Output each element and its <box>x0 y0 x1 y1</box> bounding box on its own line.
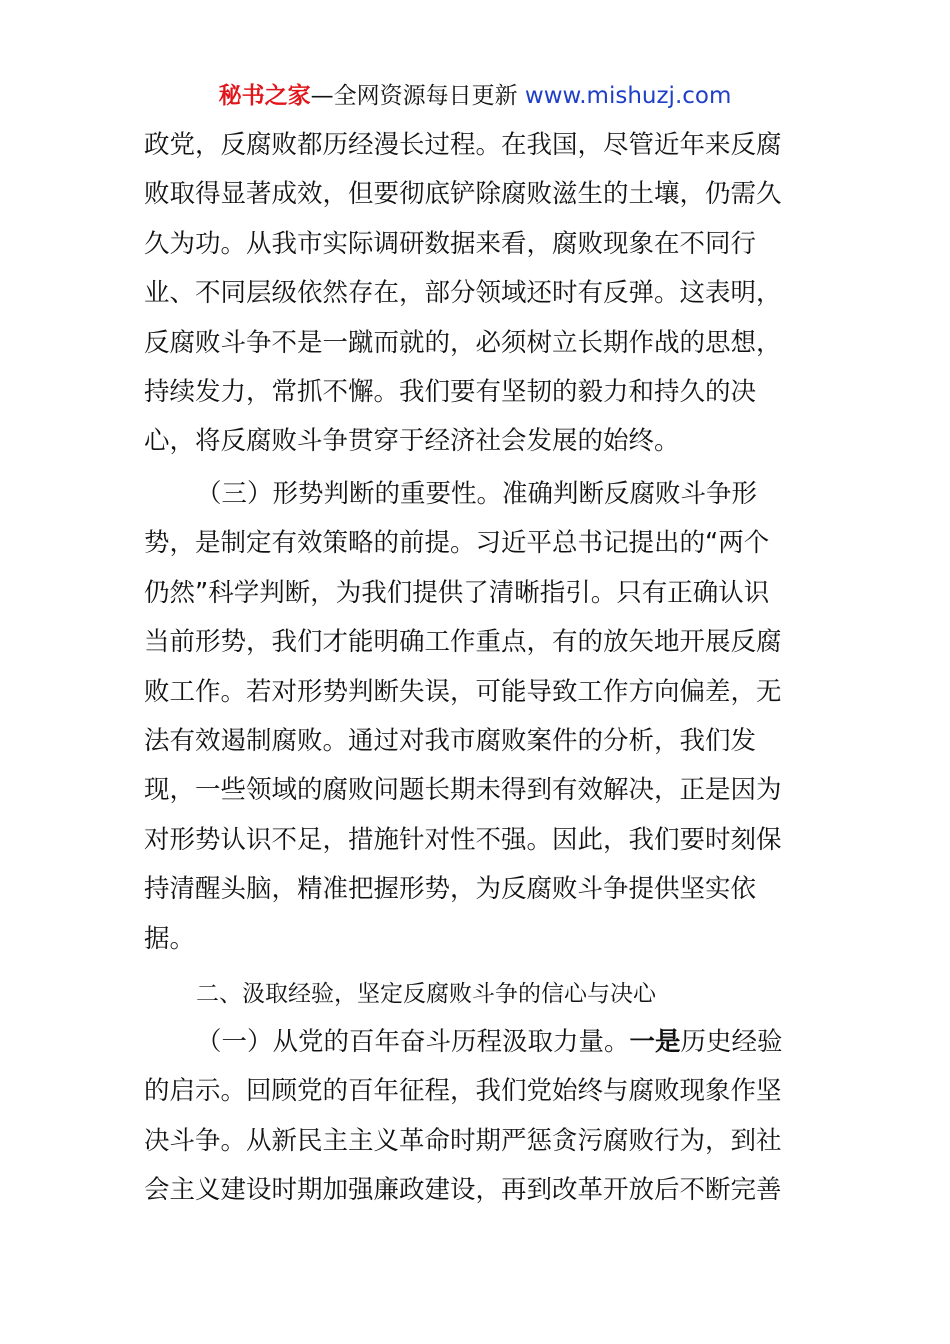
text-line: 会主义建设时期加强廉政建设，再到改革开放后不断完善 <box>144 1175 782 1206</box>
text-line: 势，是制定有效策略的前提。习近平总书记提出的“两个 <box>144 528 770 559</box>
subsection-title: （一）从党的百年奋斗历程汲取力量。 <box>196 1027 630 1057</box>
text-line: 心，将反腐败斗争贯穿于经济社会发展的始终。 <box>144 426 680 457</box>
paragraph-party-history <box>144 1018 808 1216</box>
text-line: 久为功。从我市实际调研数据来看，腐败现象在不同行 <box>144 228 757 259</box>
text-line: 持续发力，常抓不懈。我们要有坚韧的毅力和持久的决 <box>144 376 757 407</box>
text-line: 败取得显著成效，但要彻底铲除腐败滋生的土壤，仍需久 <box>144 179 782 210</box>
text-line: 业、不同层级依然存在，部分领域还时有反弹。这表明， <box>144 278 782 309</box>
paragraph-continuation <box>144 121 808 467</box>
text-line: 持清醒头脑，精准把握形势，为反腐败斗争提供坚实依 <box>144 874 757 905</box>
text-line: （三）形势判断的重要性。准确判断反腐败斗争形 <box>196 479 758 509</box>
text-line: 当前形势，我们才能明确工作重点，有的放矢地开展反腐 <box>144 627 782 658</box>
document-header <box>0 80 950 112</box>
text-line: 决斗争。从新民主主义革命时期严惩贪污腐败行为，到社 <box>144 1125 782 1156</box>
text-line <box>144 1018 808 1067</box>
text-line: 反腐败斗争不是一蹴而就的，必须树立长期作战的思想， <box>144 327 782 358</box>
text-line: 的启示。回顾党的百年征程，我们党始终与腐败现象作坚 <box>144 1076 782 1107</box>
emphasis-marker: 一是 <box>629 1027 681 1057</box>
paragraph-situation-judgement <box>144 470 808 964</box>
text-run: 历史经验 <box>680 1027 783 1057</box>
website-link[interactable]: www.mishuzj.com <box>524 83 732 109</box>
text-line: 法有效遏制腐败。通过对我市腐败案件的分析，我们发 <box>144 725 757 756</box>
text-line: 现，一些领域的腐败问题长期未得到有效解决，正是因为 <box>144 775 782 806</box>
brand-name: 秘书之家 <box>218 83 311 109</box>
text-line: 仍然”科学判断，为我们提供了清晰指引。只有正确认识 <box>144 577 770 608</box>
text-line: 败工作。若对形势判断失误，可能导致工作方向偏差，无 <box>144 676 782 707</box>
text-line: 据。 <box>144 923 196 954</box>
section-heading: 二、汲取经验，坚定反腐败斗争的信心与决心 <box>196 981 656 1007</box>
text-line: 政党，反腐败都历经漫长过程。在我国，尽管近年来反腐 <box>144 130 782 160</box>
header-tagline: —全网资源每日更新 <box>310 83 525 109</box>
text-line: 对形势认识不足，措施针对性不强。因此，我们要时刻保 <box>144 824 782 855</box>
